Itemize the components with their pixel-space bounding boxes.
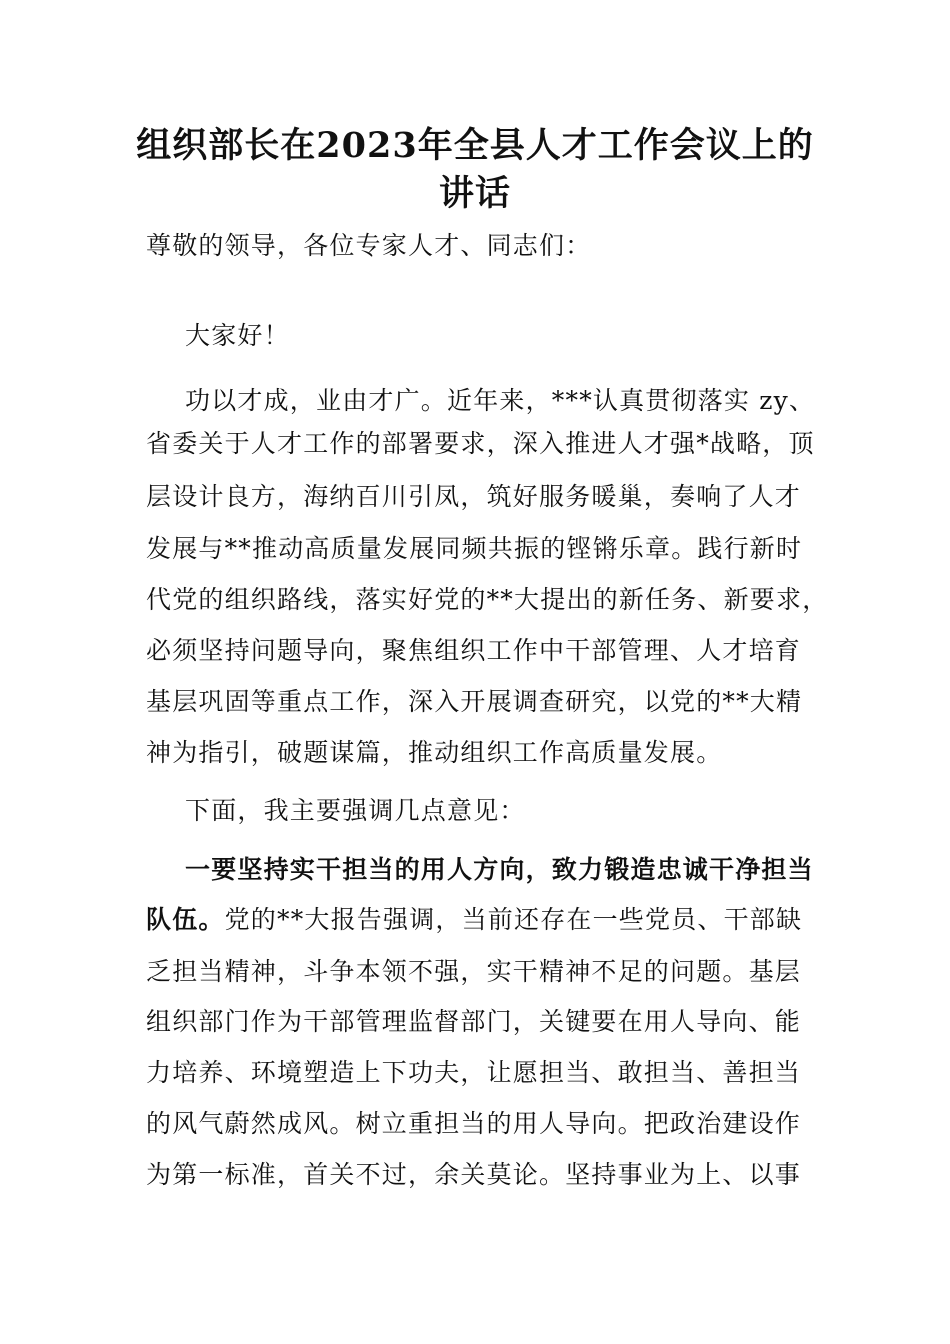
paragraph-line: 发展与**推动高质量发展同频共振的铿锵乐章。践行新时 bbox=[146, 534, 803, 563]
paragraph-line: 力培养、环境塑造上下功夫，让愿担当、敢担当、善担当 bbox=[146, 1058, 802, 1087]
paragraph-line: 功以才成，业由才广。近年来，***认真贯彻落实 zy、 bbox=[185, 386, 816, 415]
paragraph-line: 下面，我主要强调几点意见： bbox=[185, 796, 526, 825]
paragraph-line: 乏担当精神，斗争本领不强，实干精神不足的问题。基层 bbox=[146, 957, 802, 986]
paragraph-line: 代党的组织路线，落实好党的**大提出的新任务、新要求， bbox=[146, 585, 829, 614]
paragraph-text: 党的**大报告强调，当前还存在一些党员、干部缺 bbox=[224, 905, 803, 934]
paragraph-line: 层设计良方，海纳百川引凤，筑好服务暖巢，奏响了人才 bbox=[146, 482, 802, 511]
document-title bbox=[120, 122, 830, 218]
salutation: 尊敬的领导，各位专家人才、同志们： bbox=[146, 231, 592, 260]
paragraph-line: 神为指引，破题谋篇，推动组织工作高质量发展。 bbox=[146, 738, 723, 767]
section-heading: 一要坚持实干担当的用人方向，致力锻造忠诚干净担当 bbox=[185, 855, 814, 884]
paragraph-line: 基层巩固等重点工作，深入开展调查研究，以党的**大精 bbox=[146, 687, 803, 716]
paragraph-line: 的风气蔚然成风。树立重担当的用人导向。把政治建设作 bbox=[146, 1109, 802, 1138]
paragraph-line: 省委关于人才工作的部署要求，深入推进人才强*战略，顶 bbox=[146, 429, 815, 458]
greeting: 大家好！ bbox=[185, 321, 290, 350]
section-heading-end: 队伍。 bbox=[146, 905, 225, 934]
title-line-2: 讲话 bbox=[438, 173, 511, 214]
paragraph-line: 组织部门作为干部管理监督部门，关键要在用人导向、能 bbox=[146, 1007, 802, 1036]
paragraph-line: 为第一标准，首关不过，余关莫论。坚持事业为上、以事 bbox=[146, 1160, 802, 1189]
title-line-1: 组织部长在2023年全县人才工作会议上的 bbox=[136, 125, 814, 166]
paragraph-line: 必须坚持问题导向，聚焦组织工作中干部管理、人才培育 bbox=[146, 636, 802, 665]
paragraph-line bbox=[146, 902, 826, 938]
